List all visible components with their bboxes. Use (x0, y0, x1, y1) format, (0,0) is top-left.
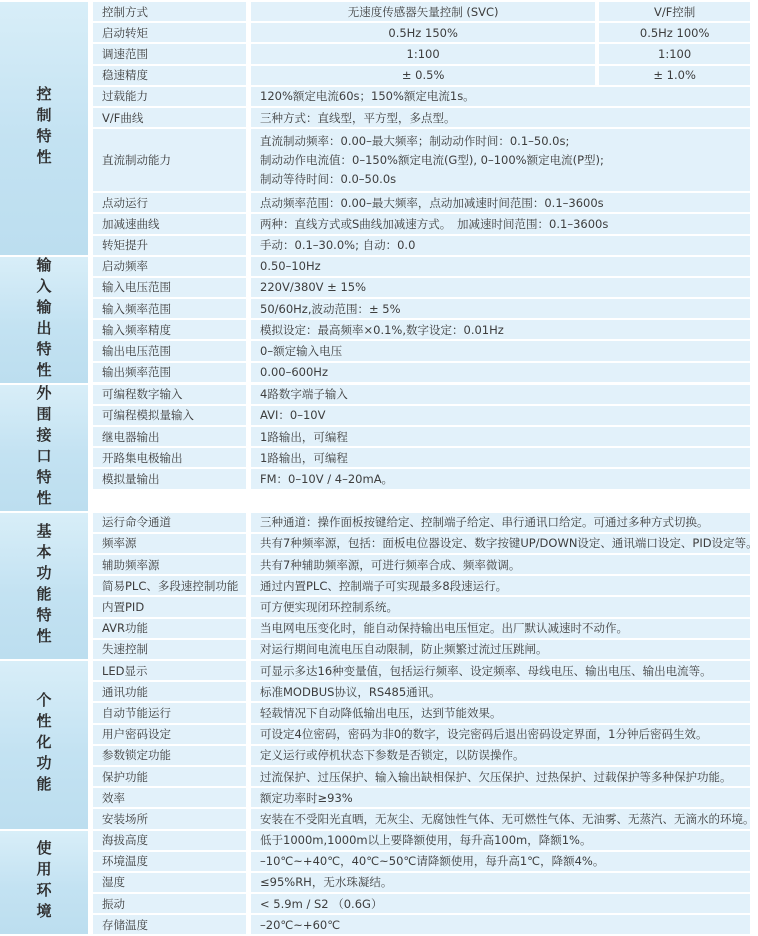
table-row (93, 363, 750, 382)
param-label: 海拔高度 (102, 832, 148, 848)
section-rows (93, 831, 750, 936)
param-cell (93, 788, 246, 807)
param-label: 直流制动能力 (102, 152, 171, 168)
param-cell (93, 320, 246, 339)
table-row (93, 661, 750, 680)
param-cell (93, 193, 246, 212)
section-rows (93, 2, 750, 257)
param-label: 输入电压范围 (102, 279, 171, 295)
table-row (93, 129, 750, 191)
table-row (93, 469, 750, 488)
value-text: 120%额定电流60s；150%额定电流1s。 (260, 88, 475, 104)
value-cell (251, 363, 750, 382)
param-cell (93, 23, 246, 42)
value-text: 低于1000m,1000m以上要降额使用，每升高100m，降额1%。 (260, 832, 592, 848)
param-label: 可编程模拟量输入 (102, 407, 194, 423)
table-row (93, 534, 750, 553)
param-cell (93, 640, 246, 659)
value-cell (251, 278, 750, 297)
param-cell (93, 299, 246, 318)
section-rows (93, 513, 750, 661)
param-label: 控制方式 (102, 4, 148, 20)
value-text: 标准MODBUS协议，RS485通讯。 (260, 684, 441, 700)
param-label: V/F曲线 (102, 110, 143, 126)
value-text: 点动频率范围：0.00–最大频率，点动加减速时间范围：0.1–3600s (260, 195, 604, 211)
param-cell (93, 809, 246, 828)
value-text: AVI：0–10V (260, 407, 325, 423)
table-row (93, 236, 750, 255)
table-row (93, 66, 750, 85)
value-cell (251, 129, 750, 191)
value-cell-vf (599, 23, 750, 42)
param-label: 转矩提升 (102, 237, 148, 253)
table-row (93, 299, 750, 318)
value-cell (251, 597, 750, 616)
value-cell-svc (251, 66, 595, 85)
param-label: 自动节能运行 (102, 705, 171, 721)
value-cell (251, 341, 750, 360)
section-label: 个性化功能 (34, 692, 55, 797)
value-text: 模拟设定：最高频率×0.1%,数字设定：0.01Hz (260, 322, 504, 338)
value-cell (251, 915, 750, 934)
param-cell (93, 619, 246, 638)
value-cell-svc (251, 2, 595, 21)
param-label: 振动 (102, 896, 125, 912)
param-cell (93, 363, 246, 382)
table-row (93, 746, 750, 765)
value-text: 共有7种辅助频率源，可进行频率合成、频率微调。 (260, 557, 520, 573)
value-line: 制动等待时间：0.0–50.0s (260, 170, 396, 189)
table-row (93, 341, 750, 360)
value-text: 无速度传感器矢量控制 (SVC) (348, 4, 499, 20)
table-row (93, 703, 750, 722)
table-row (93, 406, 750, 425)
value-cell (251, 576, 750, 595)
value-text: 4路数字端子输入 (260, 386, 348, 402)
value-cell (251, 193, 750, 212)
table-row (93, 576, 750, 595)
section-rows (93, 257, 750, 385)
value-text: 三种方式：直线型，平方型，多点型。 (260, 110, 456, 126)
value-text: 过流保护、过压保护、输入输出缺相保护、欠压保护、过热保护、过载保护等多种保护功能。 (260, 769, 732, 785)
param-label: 点动运行 (102, 195, 148, 211)
table-row (93, 448, 750, 467)
value-cell (251, 320, 750, 339)
value-cell (251, 214, 750, 233)
param-label: 失速控制 (102, 641, 148, 657)
param-cell (93, 725, 246, 744)
param-label: 稳速精度 (102, 67, 148, 83)
param-cell (93, 448, 246, 467)
param-label: 用户密码设定 (102, 726, 171, 742)
param-cell (93, 427, 246, 446)
value-text: 0.5Hz 100% (640, 26, 710, 40)
value-cell (251, 534, 750, 553)
param-label: 输入频率精度 (102, 322, 171, 338)
value-text: 220V/380V ± 15% (260, 280, 366, 294)
section-label-block (0, 831, 88, 935)
value-cell (251, 385, 750, 404)
section-label-block (0, 257, 88, 383)
param-label: 参数锁定功能 (102, 747, 171, 763)
section-label: 外围接口特性 (34, 385, 55, 511)
value-text: 可方便实现闭环控制系统。 (260, 599, 398, 615)
param-cell (93, 576, 246, 595)
section-label: 输入输出特性 (34, 257, 55, 383)
param-cell (93, 682, 246, 701)
value-text: 1路输出，可编程 (260, 429, 348, 445)
value-cell (251, 788, 750, 807)
table-row (93, 278, 750, 297)
param-cell (93, 915, 246, 934)
value-cell-vf (599, 44, 750, 63)
param-label: 保护功能 (102, 769, 148, 785)
table-row (93, 894, 750, 913)
param-cell (93, 2, 246, 21)
param-cell (93, 341, 246, 360)
value-text: 两种：直线方式或S曲线加减速方式。 加减速时间范围：0.1–3600s (260, 216, 608, 232)
value-cell (251, 469, 750, 488)
table-row (93, 788, 750, 807)
table-row (93, 513, 750, 532)
value-text: ± 1.0% (653, 68, 696, 82)
value-text: 共有7种频率源，包括：面板电位器设定、数字按键UP/DOWN设定、通讯端口设定、PID设定等。 (260, 535, 758, 551)
value-text: 轻载情况下自动降低输出电压，达到节能效果。 (260, 705, 502, 721)
value-cell (251, 619, 750, 638)
value-cell (251, 661, 750, 680)
value-text: 1路输出，可编程 (260, 450, 348, 466)
param-cell (93, 87, 246, 106)
param-cell (93, 129, 246, 191)
param-cell (93, 44, 246, 63)
param-cell (93, 831, 246, 850)
table-row (93, 2, 750, 21)
value-cell-vf (599, 66, 750, 85)
table-row (93, 597, 750, 616)
param-label: 调速范围 (102, 46, 148, 62)
param-cell (93, 767, 246, 786)
spec-section (0, 257, 750, 385)
value-cell (251, 725, 750, 744)
param-cell (93, 513, 246, 532)
spec-section (0, 385, 750, 513)
param-label: 输出电压范围 (102, 343, 171, 359)
value-cell (251, 299, 750, 318)
spec-section (0, 513, 750, 661)
param-label: 启动转矩 (102, 25, 148, 41)
value-text: 可显示多达16种变量值，包括运行频率、设定频率、母线电压、输出电压、输出电流等。 (260, 663, 712, 679)
param-cell (93, 257, 246, 276)
value-cell (251, 448, 750, 467)
param-cell (93, 597, 246, 616)
table-row (93, 725, 750, 744)
value-cell (251, 406, 750, 425)
table-row (93, 915, 750, 934)
table-row (93, 23, 750, 42)
param-label: 开路集电极输出 (102, 450, 183, 466)
section-label-block (0, 2, 88, 255)
value-text: 1:100 (658, 47, 691, 61)
value-text: FM：0–10V / 4–20mA。 (260, 471, 393, 487)
value-cell (251, 640, 750, 659)
value-text: 手动：0.1–30.0%; 自动：0.0 (260, 237, 415, 253)
value-text: ± 0.5% (402, 68, 445, 82)
value-text: 定义运行或停机状态下参数是否锁定，以防误操作。 (260, 747, 525, 763)
value-text: 0–额定输入电压 (260, 343, 342, 359)
value-line: 制动动作电流值：0–150%额定电流(G型), 0–100%额定电流(P型); (260, 151, 604, 170)
spec-section (0, 831, 750, 936)
param-label: 安装场所 (102, 811, 148, 827)
value-cell (251, 831, 750, 850)
param-label: 简易PLC、多段速控制功能 (102, 578, 238, 594)
table-row (93, 640, 750, 659)
table-row (93, 831, 750, 850)
value-text: 0.5Hz 150% (388, 26, 458, 40)
param-cell (93, 703, 246, 722)
param-label: 环境温度 (102, 853, 148, 869)
table-row (93, 873, 750, 892)
param-cell (93, 278, 246, 297)
param-label: 湿度 (102, 874, 125, 890)
value-cell-svc (251, 23, 595, 42)
section-rows (93, 661, 750, 831)
param-label: 效率 (102, 790, 125, 806)
value-line: 直流制动频率：0.00–最大频率；制动动作时间：0.1–50.0s; (260, 132, 569, 151)
spec-section (0, 2, 750, 257)
value-cell (251, 746, 750, 765)
param-cell (93, 873, 246, 892)
param-label: 输出频率范围 (102, 364, 171, 380)
value-text: 三种通道：操作面板按键给定、控制端子给定、串行通讯口给定。可通过多种方式切换。 (260, 514, 709, 530)
value-cell (251, 555, 750, 574)
param-label: 加减速曲线 (102, 216, 160, 232)
value-cell (251, 236, 750, 255)
value-cell (251, 809, 750, 828)
value-cell-vf (599, 2, 750, 21)
table-row (93, 427, 750, 446)
value-cell (251, 257, 750, 276)
section-label-block (0, 661, 88, 829)
value-text: 50/60Hz,波动范围：± 5% (260, 301, 401, 317)
value-text: 通过内置PLC、控制端子可实现最多8段速运行。 (260, 578, 507, 594)
section-label-block (0, 385, 88, 511)
table-row (93, 87, 750, 106)
param-label: 过载能力 (102, 88, 148, 104)
value-text: < 5.9m / S2 （0.6G） (260, 896, 382, 912)
value-cell (251, 767, 750, 786)
param-label: 可编程数字输入 (102, 386, 183, 402)
value-text: –20℃~+60℃ (260, 918, 340, 932)
value-cell (251, 682, 750, 701)
section-label: 基本功能特性 (34, 523, 55, 649)
param-cell (93, 236, 246, 255)
value-cell (251, 852, 750, 871)
value-text: 可设定4位密码，密码为非0的数字，设完密码后退出密码设定界面，1分钟后密码生效。 (260, 726, 707, 742)
param-cell (93, 534, 246, 553)
table-row (93, 809, 750, 828)
table-row (93, 555, 750, 574)
spec-section (0, 661, 750, 831)
param-cell (93, 894, 246, 913)
value-cell (251, 427, 750, 446)
value-text: 0.50–10Hz (260, 259, 321, 273)
section-rows (93, 385, 750, 513)
param-cell (93, 406, 246, 425)
value-text: –10℃~+40℃，40℃~50℃请降额使用，每升高1℃，降额4%。 (260, 853, 604, 869)
value-cell (251, 513, 750, 532)
table-row (93, 257, 750, 276)
value-text: 0.00–600Hz (260, 365, 328, 379)
param-label: 启动频率 (102, 258, 148, 274)
param-cell (93, 852, 246, 871)
value-text: V/F控制 (654, 4, 695, 20)
value-cell (251, 703, 750, 722)
param-label: AVR功能 (102, 620, 148, 636)
param-cell (93, 214, 246, 233)
param-label: 通讯功能 (102, 684, 148, 700)
value-text: 当电网电压变化时，能自动保持输出电压恒定。出厂默认减速时不动作。 (260, 620, 628, 636)
section-label: 控制特性 (34, 86, 55, 170)
param-label: 输入频率范围 (102, 301, 171, 317)
table-row (93, 44, 750, 63)
param-label: 运行命令通道 (102, 514, 171, 530)
table-row (93, 767, 750, 786)
value-cell (251, 108, 750, 127)
table-row (93, 852, 750, 871)
param-cell (93, 66, 246, 85)
value-cell-svc (251, 44, 595, 63)
param-label: 辅助频率源 (102, 557, 160, 573)
value-text: 对运行期间电流电压自动限制，防止频繁过流过压跳闸。 (260, 641, 548, 657)
param-cell (93, 108, 246, 127)
section-label-block (0, 513, 88, 659)
param-cell (93, 385, 246, 404)
param-cell (93, 661, 246, 680)
param-label: 模拟量输出 (102, 471, 160, 487)
table-row (93, 193, 750, 212)
value-cell (251, 894, 750, 913)
section-label: 使用环境 (34, 840, 55, 924)
param-label: 存储温度 (102, 917, 148, 933)
table-row (93, 214, 750, 233)
param-cell (93, 469, 246, 488)
param-cell (93, 555, 246, 574)
table-row (93, 108, 750, 127)
param-label: 频率源 (102, 535, 137, 551)
value-text: 安装在不受阳光直晒，无灰尘、无腐蚀性气体、无可燃性气体、无油雾、无蒸汽、无滴水的环境。 (260, 811, 755, 827)
value-text: ≤95%RH，无水珠凝结。 (260, 874, 392, 890)
value-text: 额定功率时≥93% (260, 790, 353, 806)
table-row (93, 619, 750, 638)
param-label: LED显示 (102, 663, 148, 679)
table-row (93, 320, 750, 339)
value-text: 1:100 (407, 47, 440, 61)
param-label: 内置PID (102, 599, 144, 615)
param-cell (93, 746, 246, 765)
param-label: 继电器输出 (102, 429, 160, 445)
value-cell (251, 87, 750, 106)
table-row (93, 385, 750, 404)
table-row (93, 682, 750, 701)
value-cell (251, 873, 750, 892)
